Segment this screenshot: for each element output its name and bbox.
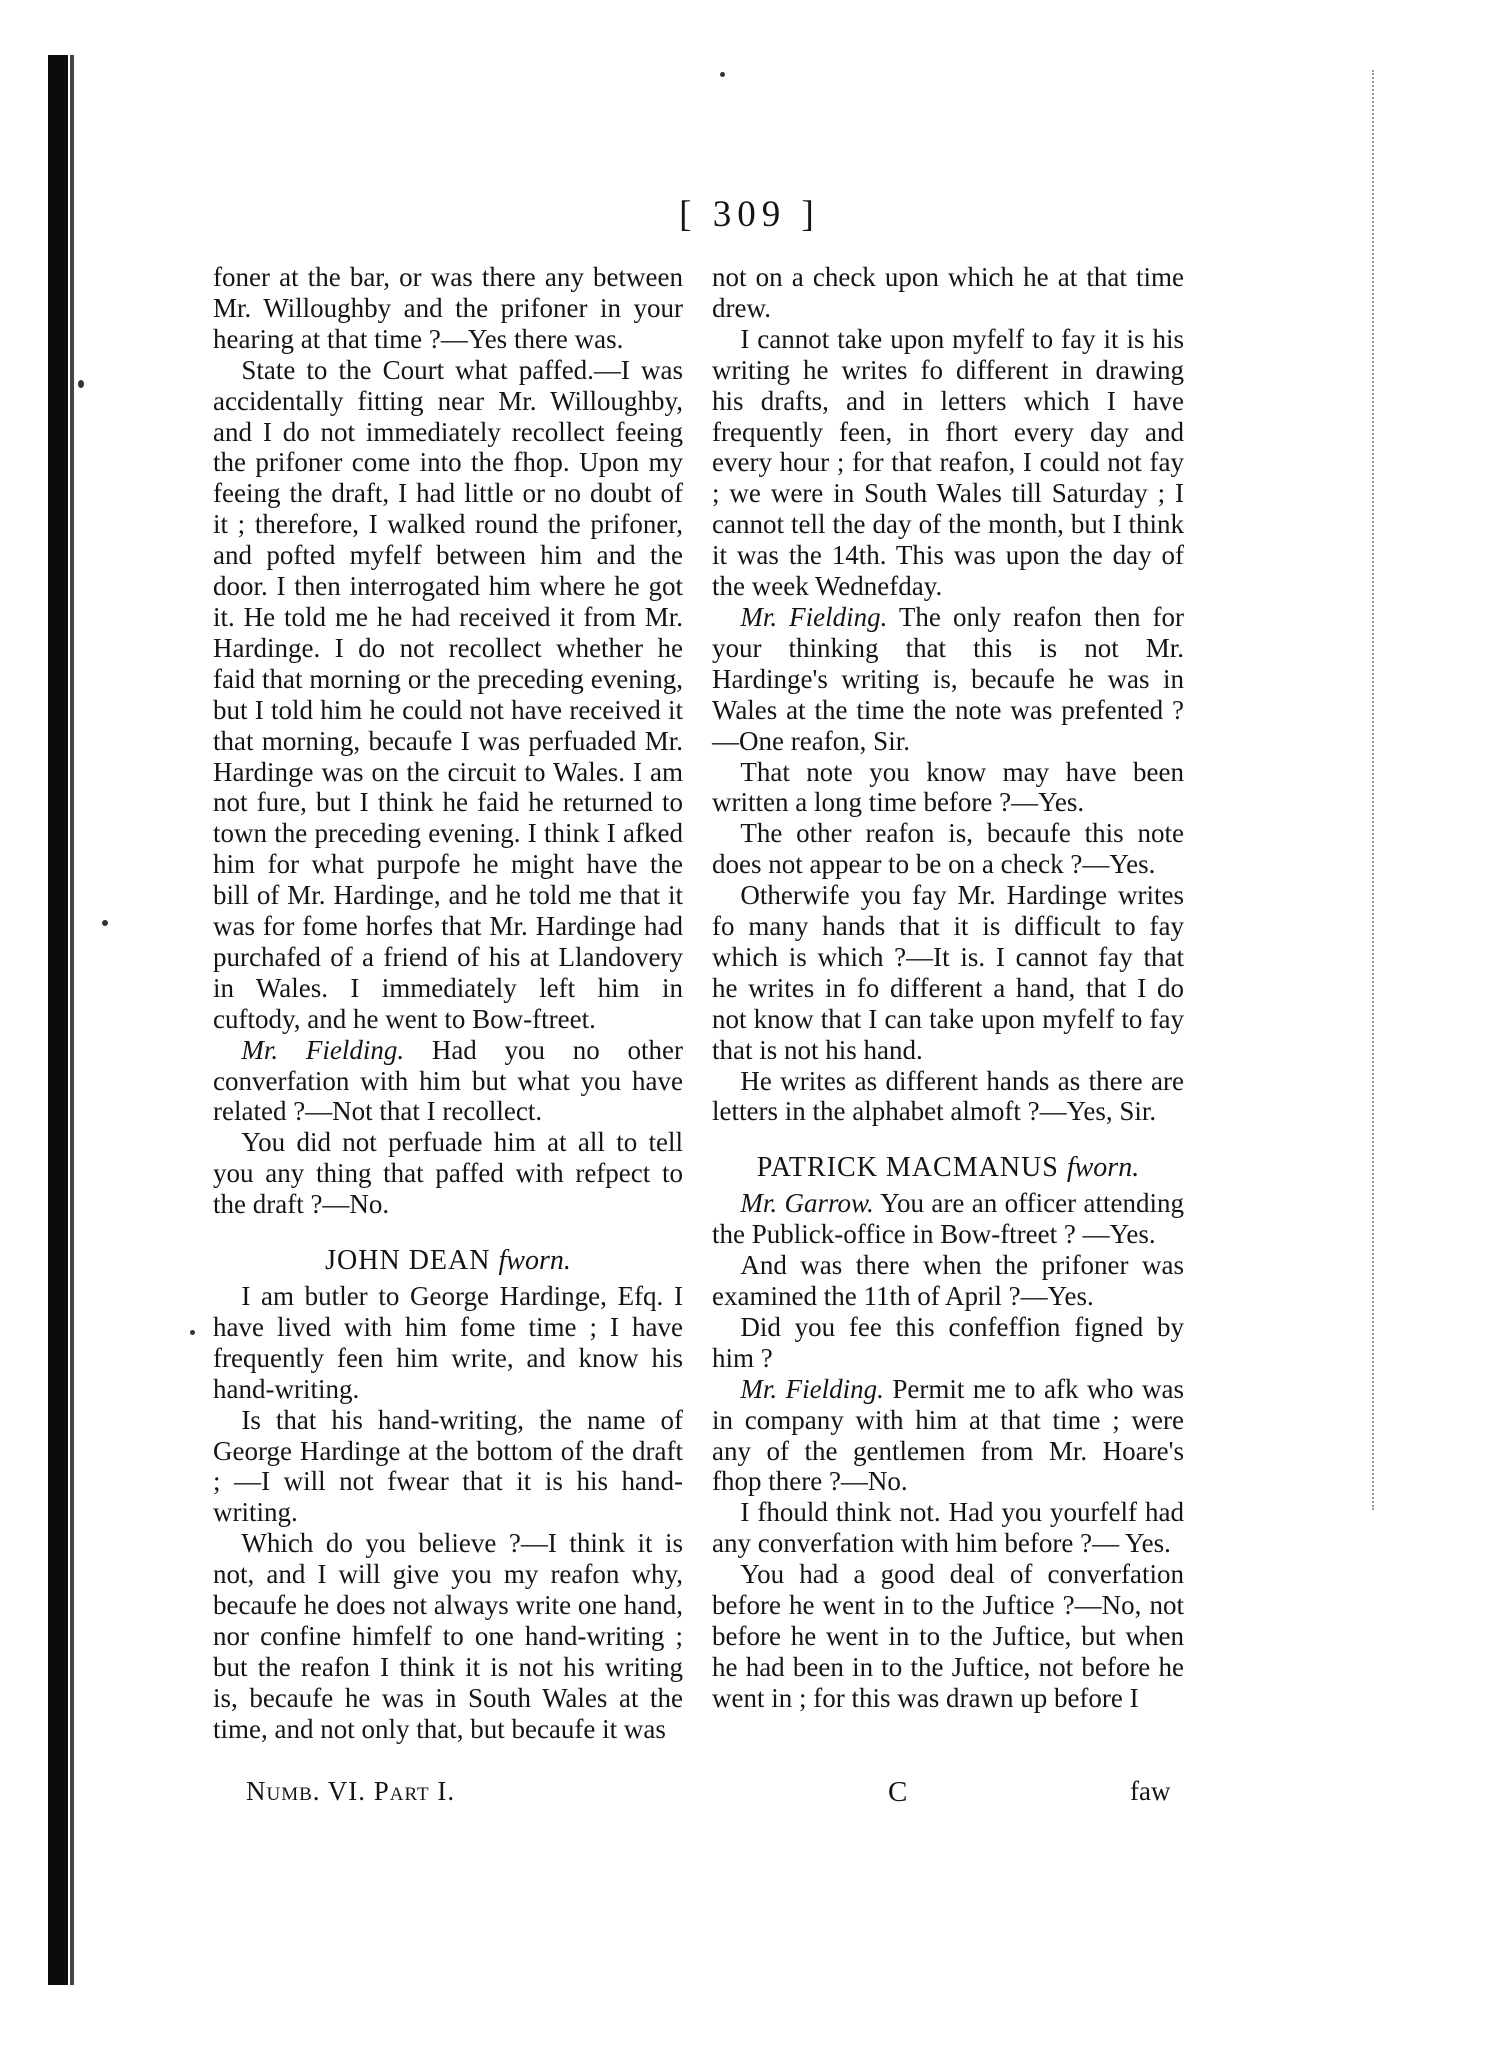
witness-name: PATRICK MACMANUS <box>756 1152 1059 1184</box>
signature-line: Numb. VI. Part I. <box>246 1776 456 1806</box>
sworn-label: fworn. <box>1066 1152 1140 1184</box>
page-number-header: [ 309 ] <box>679 194 820 235</box>
paragraph: I fhould think not. Had you yourfelf had any converfation with him before ?— Yes. <box>712 1497 1184 1559</box>
paragraph: Which do you believe ?—I think it is not, and I will give you my reafon why, becaufe he does not always write one hand, nor confine himfelf to one hand-writing ; but the reafon I think it is not his writing is, becaufe he was in South Wales at the time, and not only that, but becaufe it was <box>213 1528 683 1744</box>
paragraph <box>213 1035 683 1128</box>
paragraph: He writes as different hands as there are letters in the alphabet almoft ?—Yes, Sir. <box>712 1065 1184 1127</box>
paragraph-text: The only reafon then for your thinking that this is not Mr. Hardinge's writing is, becaufe he was in Wales at the time the note was prefented ?—One reafon, Sir. <box>712 601 1184 756</box>
paragraph <box>712 602 1184 757</box>
catchword: faw <box>1130 1776 1171 1806</box>
ink-speck <box>720 72 725 77</box>
paragraph: Did you fee this confeffion figned by him ? <box>712 1311 1184 1373</box>
left-column <box>213 262 683 1745</box>
paragraph: I cannot take upon myfelf to fay it is his writing he writes fo different in drawing his drafts, and in letters which I have frequently feen, in fhort every day and every hour ; for that reafon, I could not fay ; we were in South Wales till Saturday ; I cannot tell the day of the month, but I think it was the 14th. This was upon the day of the week Wednefday. <box>712 323 1184 602</box>
paragraph: You had a good deal of converfation before he went in to the Juftice ?—No, not before he went in to the Juftice, but when he had been in to the Juftice, not before he went in ; for this was drawn up before I <box>712 1559 1184 1713</box>
page-binding-edge <box>48 55 68 1985</box>
paragraph: foner at the bar, or was there any between Mr. Willoughby and the prifoner in your hearing at that time ?—Yes there was. <box>213 262 683 354</box>
page-binding-shadow <box>70 55 74 1985</box>
sworn-label: fworn. <box>498 1245 571 1277</box>
ink-speck <box>190 1330 195 1335</box>
witness-name: JOHN DEAN <box>325 1245 491 1277</box>
speaker-name: Mr. Fielding. <box>241 1034 405 1065</box>
right-column <box>712 262 1184 1714</box>
paragraph: Is that his hand-writing, the name of George Hardinge at the bottom of the draft ; —I will not fwear that it is his hand-writing. <box>213 1404 683 1528</box>
ink-speck <box>102 920 108 926</box>
paragraph: Otherwife you fay Mr. Hardinge writes fo many hands that it is difficult to fay which is which ?—It is. I cannot fay that he writes in fo different a hand, that I do not know that I can take upon myfelf to fay that is not his hand. <box>712 880 1184 1065</box>
signature-mark: C <box>888 1776 908 1808</box>
speaker-name: Mr. Fielding. <box>740 1373 884 1404</box>
paragraph <box>712 1374 1184 1498</box>
paragraph: And was there when the prifoner was examined the 11th of April ?—Yes. <box>712 1250 1184 1311</box>
speaker-name: Mr. Fielding. <box>740 601 888 632</box>
paragraph: You did not perfuade him at all to tell you any thing that paffed with refpect to the draft ?—No. <box>213 1127 683 1220</box>
witness-heading <box>213 1246 683 1277</box>
paragraph-text: Had you no other converfation with him but what you have related ?—Not that I recollect. <box>213 1034 683 1127</box>
witness-heading <box>712 1153 1184 1184</box>
ink-speck <box>78 380 84 388</box>
paragraph: I am butler to George Hardinge, Efq. I have lived with him fome time ; I have frequently feen him write, and know his hand-writing. <box>213 1281 683 1404</box>
paragraph: not on a check upon which he at that time drew. <box>712 262 1184 323</box>
paragraph: State to the Court what paffed.—I was accidentally fitting near Mr. Willoughby, and I do not immediately recollect feeing the prifoner come into the fhop. Upon my feeing the draft, I had little or no doubt of it ; therefore, I walked round the prifoner, and pofted myfelf between him and the door. I then interrogated him where he got it. He told me he had received it from Mr. Hardinge. I do not recollect whether he faid that morning or the preceding evening, but I told him he could not have received it that morning, becaufe I was perfuaded Mr. Hardinge was on the circuit to Wales. I am not fure, but I think he faid he returned to town the preceding evening. I think I afked him for what purpofe he might have the bill of Mr. Hardinge, and he told me that it was for fome horfes that Mr. Hardinge had purchafed of a friend of his at Llandovery in Wales. I immediately left him in cuftody, and he went to Bow-ftreet. <box>213 354 683 1034</box>
speaker-name: Mr. Garrow. <box>740 1188 874 1219</box>
paragraph-text: You are an officer attending the Publick-office in Bow-ftreet ? —Yes. <box>712 1188 1184 1250</box>
paragraph: That note you know may have been written a long time before ?—Yes. <box>712 756 1184 818</box>
page-edge-speckle <box>1372 70 1374 1510</box>
paragraph <box>712 1188 1184 1250</box>
paragraph-text: Permit me to afk who was in company with him at that time ; were any of the gentlemen from Mr. Hoare's fhop there ?—No. <box>712 1373 1184 1497</box>
paragraph: The other reafon is, becaufe this note does not appear to be on a check ?—Yes. <box>712 818 1184 880</box>
